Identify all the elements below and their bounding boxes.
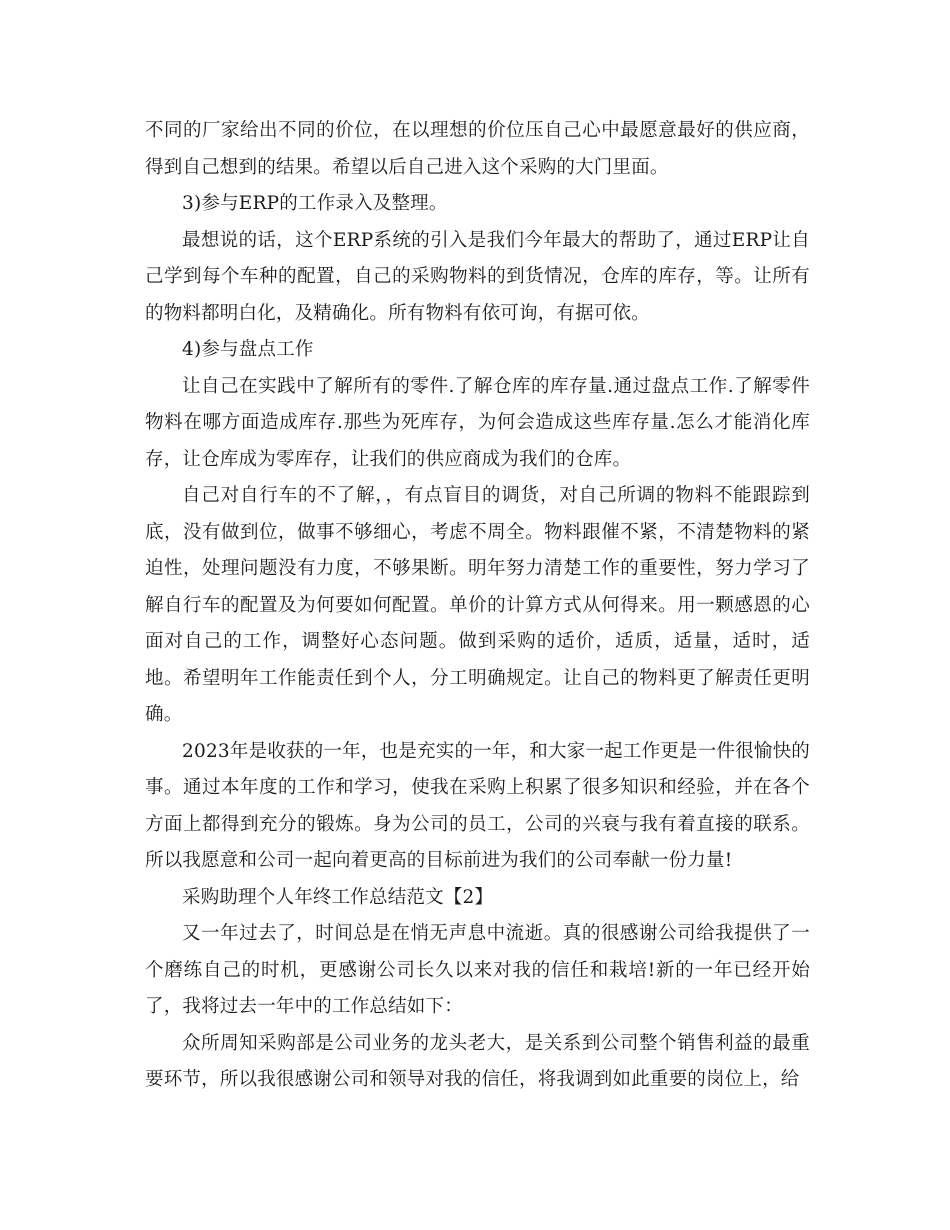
paragraph-9: 又一年过去了，时间总是在悄无声息中流逝。真的很感谢公司给我提供了一个磨练自己的时机，更感谢公司长久以来对我的信任和栽培!新的一年已经开始了，我将过去一年中的工作总结如下： (145, 923, 810, 1017)
paragraph-5: 让自己在实践中了解所有的零件.了解仓库的库存量.通过盘点工作.了解零件物料在哪方面造成库存.那些为死库存，为何会造成这些库存量.怎么才能消化库存，让仓库成为零库存，让我们的供应商成为我们的仓库。 (145, 375, 810, 470)
paragraph-10: 众所周知采购部是公司业务的龙头老大，是关系到公司整个销售利益的最重要环节，所以我很感谢公司和领导对我的信任，将我调到如此重要的岗位上，给 (145, 1032, 810, 1090)
paragraph-1: 不同的厂家给出不同的价位，在以理想的价位压自己心中最愿意最好的供应商，得到自己想到的结果。希望以后自己进入这个采购的大门里面。 (145, 120, 810, 178)
paragraph-3: 最想说的话，这个ERP系统的引入是我们今年最大的帮助了，通过ERP让自己学到每个车种的配置，自己的采购物料的到货情况，仓库的库存，等。让所有的物料都明白化，及精确化。所有物料有依可询，有据可依。 (145, 229, 810, 324)
document-body (145, 113, 810, 1099)
paragraph-6: 自己对自行车的不了解，，有点盲目的调货，对自己所调的物料不能跟踪到底，没有做到位，做事不够细心，考虑不周全。物料跟催不紧，不清楚物料的紧迫性，处理问题没有力度，不够果断。明年努力清楚工作的重要性，努力学习了解自行车的配置及为何要如何配置。单价的计算方式从何得来。用一颗感恩的心面对自己的工作，调整好心态问题。做到采购的适价，适质，适量，适时，适地。希望明年工作能责任到个人，分工明确规定。让自己的物料更了解责任更明确。 (145, 485, 810, 725)
section-heading: 采购助理个人年终工作总结范文【2】 (182, 886, 494, 908)
paragraph-7: 2023年是收获的一年，也是充实的一年，和大家一起工作更是一件很愉快的事。通过本年度的工作和学习，使我在采购上积累了很多知识和经验，并在各个方面上都得到充分的锻炼。身为公司的员工，公司的兴衰与我有着直接的联系。所以我愿意和公司一起向着更高的目标前进为我们的公司奉献一份力量! (145, 740, 810, 871)
paragraph-2: 3)参与ERP的工作录入及整理。 (182, 193, 448, 214)
paragraph-4: 4)参与盘点工作 (182, 339, 314, 360)
